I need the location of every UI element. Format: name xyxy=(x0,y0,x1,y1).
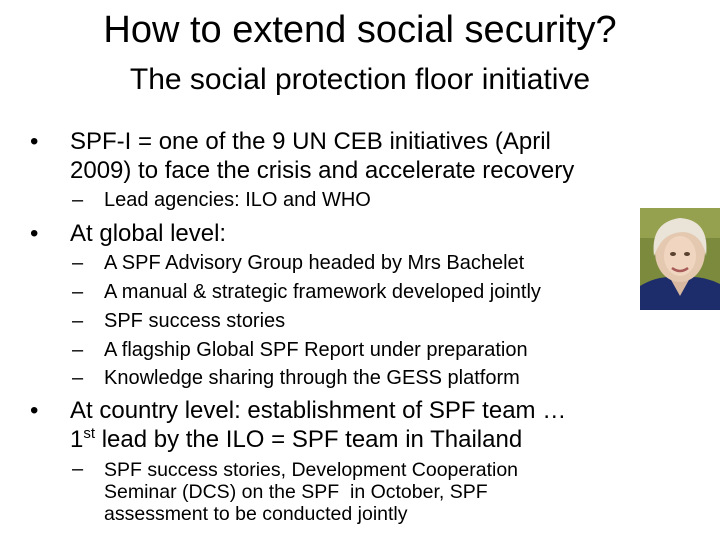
portrait-photo-icon xyxy=(640,208,720,310)
bullet-3-sub-line-3: assessment to be conducted jointly xyxy=(104,503,408,525)
ordinal-number: 1 xyxy=(70,426,84,453)
bullet-2-sub-2: A manual & strategic framework developed jointly xyxy=(104,281,541,303)
bullet-2-sub-4: A flagship Global SPF Report under preparation xyxy=(104,339,528,361)
dash-marker: – xyxy=(72,252,84,274)
bullet-1-sub-1: Lead agencies: ILO and WHO xyxy=(104,189,371,211)
dash-marker: – xyxy=(72,458,84,480)
bullet-1-line-2: 2009) to face the crisis and accelerate recovery xyxy=(70,157,575,184)
bullet-2-sub-1: A SPF Advisory Group headed by Mrs Bachelet xyxy=(104,252,525,274)
bullet-3-sub-line-1: SPF success stories, Development Cooperation xyxy=(104,459,519,481)
bullet-marker: • xyxy=(30,128,39,155)
bullet-3-sub-line-2: Seminar (DCS) on the SPF in October, SPF xyxy=(104,481,488,503)
dash-marker: – xyxy=(72,310,84,332)
dash-marker: – xyxy=(72,189,84,211)
dash-marker: – xyxy=(72,367,84,389)
bullet-2-text: At global level: xyxy=(70,220,227,247)
dash-marker: – xyxy=(72,339,84,361)
ordinal-suffix: st xyxy=(83,425,96,442)
bullet-3-line-1: At country level: establishment of SPF team … xyxy=(70,397,567,424)
bullet-2-sub-5: Knowledge sharing through the GESS platform xyxy=(104,367,520,389)
dash-marker: – xyxy=(72,281,84,303)
slide-title: How to extend social security? xyxy=(103,9,617,51)
bullet-3-line-2-rest: lead by the ILO = SPF team in Thailand xyxy=(95,426,523,453)
bullet-3-line-2 xyxy=(70,425,522,454)
slide-subtitle: The social protection floor initiative xyxy=(129,63,591,96)
bullet-marker: • xyxy=(30,397,39,424)
bullet-1-line-1: SPF-I = one of the 9 UN CEB initiatives (April xyxy=(70,128,551,155)
bullet-marker: • xyxy=(30,220,39,247)
bullet-2-sub-3: SPF success stories xyxy=(104,310,286,332)
